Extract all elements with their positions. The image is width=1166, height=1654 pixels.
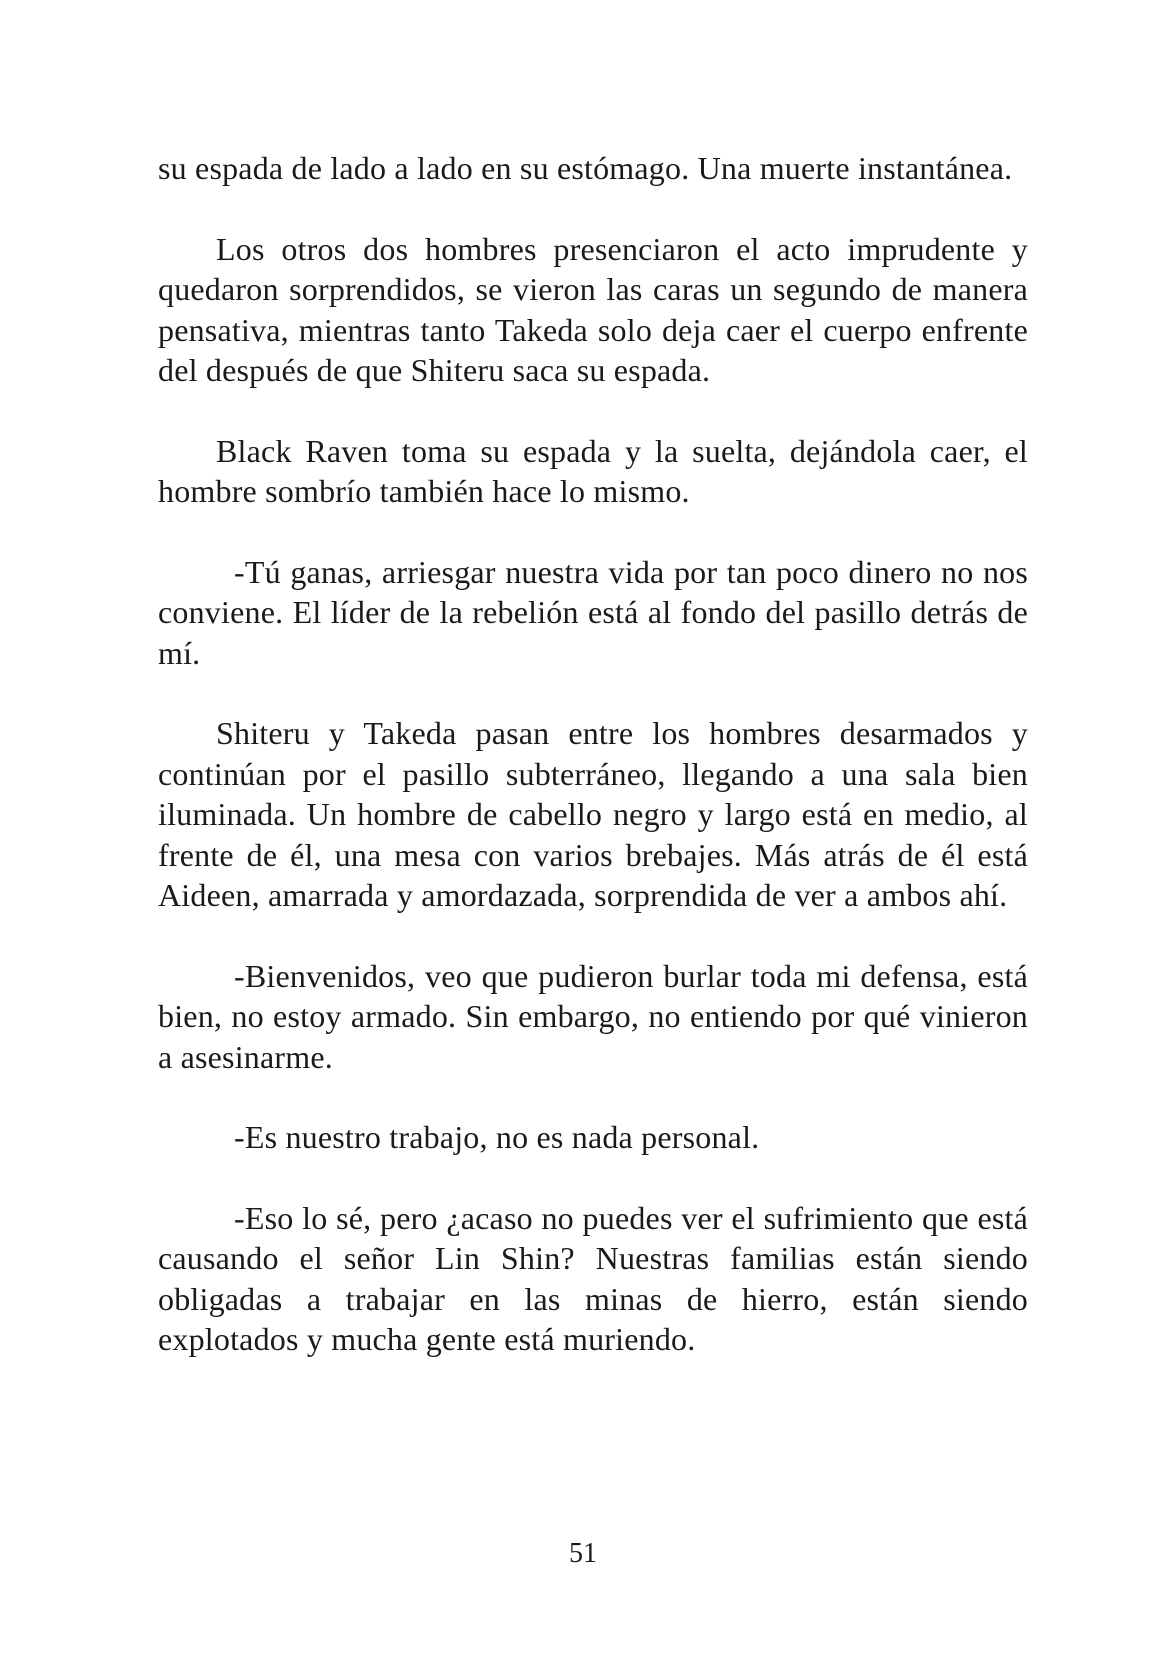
page-number: 51 <box>569 1538 597 1569</box>
paragraph: su espada de lado a lado en su estómago. Una muerte instantánea. <box>158 150 1013 186</box>
paragraph: Shiteru y Takeda pasan entre los hombres desarmados y continúan por el pasillo subterráneo, llegando a una sala bien iluminada. Un hombre de cabello negro y largo está en medio, al frente de él, una mesa con varios brebajes. Más atrás de él está Aideen, amarrada y amordazada, sorprendida de ver a ambos ahí. <box>158 715 1028 913</box>
paragraph: Black Raven toma su espada y la suelta, dejándola caer, el hombre sombrío también hace lo mismo. <box>158 432 1028 509</box>
dialogue-paragraph: -Es nuestro trabajo, no es nada personal. <box>234 1119 760 1155</box>
dialogue-paragraph: -Eso lo sé, pero ¿acaso no puedes ver el sufrimiento que está causando el señor Lin Shin? Nuestras familias están siendo obligadas a trabajar en las minas de hierro, están siendo explotados y mucha gente está muriendo. <box>158 1199 1028 1357</box>
dialogue-paragraph: -Bienvenidos, veo que pudieron burlar toda mi defensa, está bien, no estoy armado. Sin embargo, no entiendo por qué vinieron a asesinarme. <box>158 957 1028 1075</box>
paragraph: Los otros dos hombres presenciaron el acto imprudente y quedaron sorprendidos, se vieron las caras un segundo de manera pensativa, mientras tanto Takeda solo deja caer el cuerpo enfrente del después de que Shiteru saca su espada. <box>158 230 1028 388</box>
page-body <box>158 148 1028 1400</box>
dialogue-paragraph: -Tú ganas, arriesgar nuestra vida por tan poco dinero no nos conviene. El líder de la rebelión está al fondo del pasillo detrás de mí. <box>158 553 1028 671</box>
